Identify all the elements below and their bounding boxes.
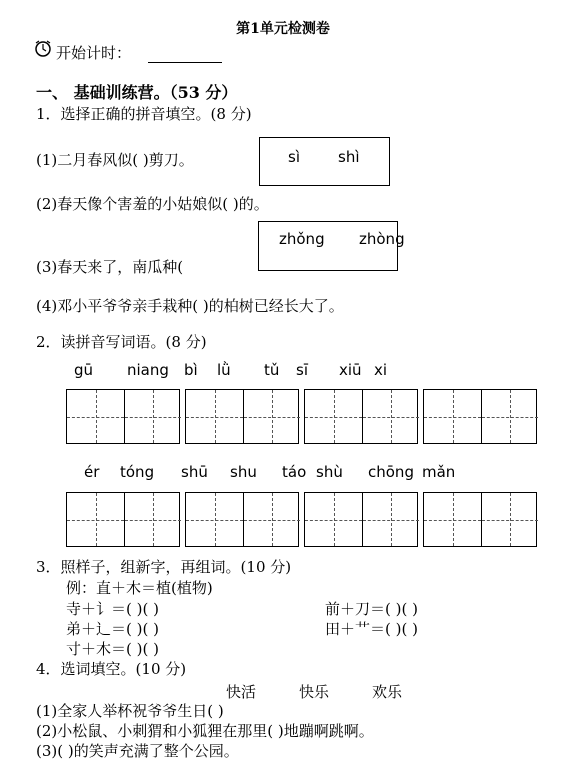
pinyin-syllable: ér xyxy=(84,463,100,481)
question-1-item: (2)春天像个害羞的小姑娘似( )的。 xyxy=(36,195,269,213)
clock-icon xyxy=(34,40,52,58)
question-3-item: 前＋刀＝( )( ) xyxy=(325,600,418,618)
question-3-item: 田＋艹＝( )( ) xyxy=(325,620,418,638)
pinyin-syllable: shu xyxy=(230,463,257,481)
pinyin-syllable: tǔ xyxy=(264,361,280,379)
pinyin-option: zhòng xyxy=(359,230,405,248)
section-title: 一、 基础训练营。（53 分） xyxy=(36,83,238,102)
writing-grid[interactable] xyxy=(304,492,418,547)
writing-grid[interactable] xyxy=(66,492,180,547)
question-3-item: 弟＋辶＝( )( ) xyxy=(66,620,159,638)
pinyin-syllable: sī xyxy=(296,361,308,379)
pinyin-syllable: tóng xyxy=(120,463,155,481)
pinyin-syllable: xiū xyxy=(339,361,362,379)
pinyin-syllable: chōng xyxy=(368,463,414,481)
question-1-item: (3)春天来了，南瓜种( xyxy=(36,258,184,276)
writing-grid[interactable] xyxy=(304,389,418,444)
pinyin-syllable: mǎn xyxy=(422,463,456,481)
writing-grid[interactable] xyxy=(66,389,180,444)
writing-grid[interactable] xyxy=(185,492,299,547)
pinyin-syllable: gū xyxy=(74,361,94,379)
pinyin-syllable: niang xyxy=(127,361,169,379)
pinyin-choice-box xyxy=(258,221,405,271)
question-1-item: (4)邓小平爷爷亲手栽种( )的柏树已经长大了。 xyxy=(36,297,344,315)
page-title: 第1单元检测卷 xyxy=(236,21,330,37)
pinyin-choice-box xyxy=(259,137,390,186)
pinyin-syllable: shù xyxy=(316,463,343,481)
writing-grid[interactable] xyxy=(423,492,537,547)
start-time-blank[interactable] xyxy=(148,62,222,63)
question-4-title: 4．选词填空。(10 分) xyxy=(36,660,187,678)
question-2-title: 2．读拼音写词语。(8 分) xyxy=(36,333,207,351)
writing-grid[interactable] xyxy=(185,389,299,444)
question-3-title: 3．照样子，组新字，再组词。(10 分) xyxy=(36,558,292,576)
writing-grid[interactable] xyxy=(423,389,537,444)
question-3-item: 寺＋讠＝( )( ) xyxy=(66,600,159,618)
pinyin-syllable: lǜ xyxy=(217,361,231,379)
question-4-item: (2)小松鼠、小刺猬和小狐狸在那里( )地蹦啊跳啊。 xyxy=(36,722,374,740)
question-1-title: 1．选择正确的拼音填空。(8 分) xyxy=(36,105,252,123)
pinyin-syllable: táo xyxy=(282,463,307,481)
start-time-label: 开始计时： xyxy=(56,44,132,62)
pinyin-syllable: bì xyxy=(184,361,198,379)
pinyin-option: zhǒng xyxy=(279,230,325,248)
word-option: 快乐 xyxy=(299,683,330,701)
question-3-item: 寸＋木＝( )( ) xyxy=(66,640,159,658)
word-option: 欢乐 xyxy=(372,683,403,701)
word-option: 快活 xyxy=(226,683,257,701)
pinyin-syllable: xi xyxy=(374,361,388,379)
question-1-item: (1)二月春风似( )剪刀。 xyxy=(36,151,194,169)
pinyin-option: shì xyxy=(338,148,360,166)
pinyin-option: sì xyxy=(288,148,300,166)
pinyin-syllable: shū xyxy=(181,463,208,481)
question-4-item: (1)全家人举杯祝爷爷生日( ) xyxy=(36,702,224,720)
example-line: 例：直＋木＝植(植物) xyxy=(66,579,213,597)
question-4-item: (3)( )的笑声充满了整个公园。 xyxy=(36,742,239,760)
